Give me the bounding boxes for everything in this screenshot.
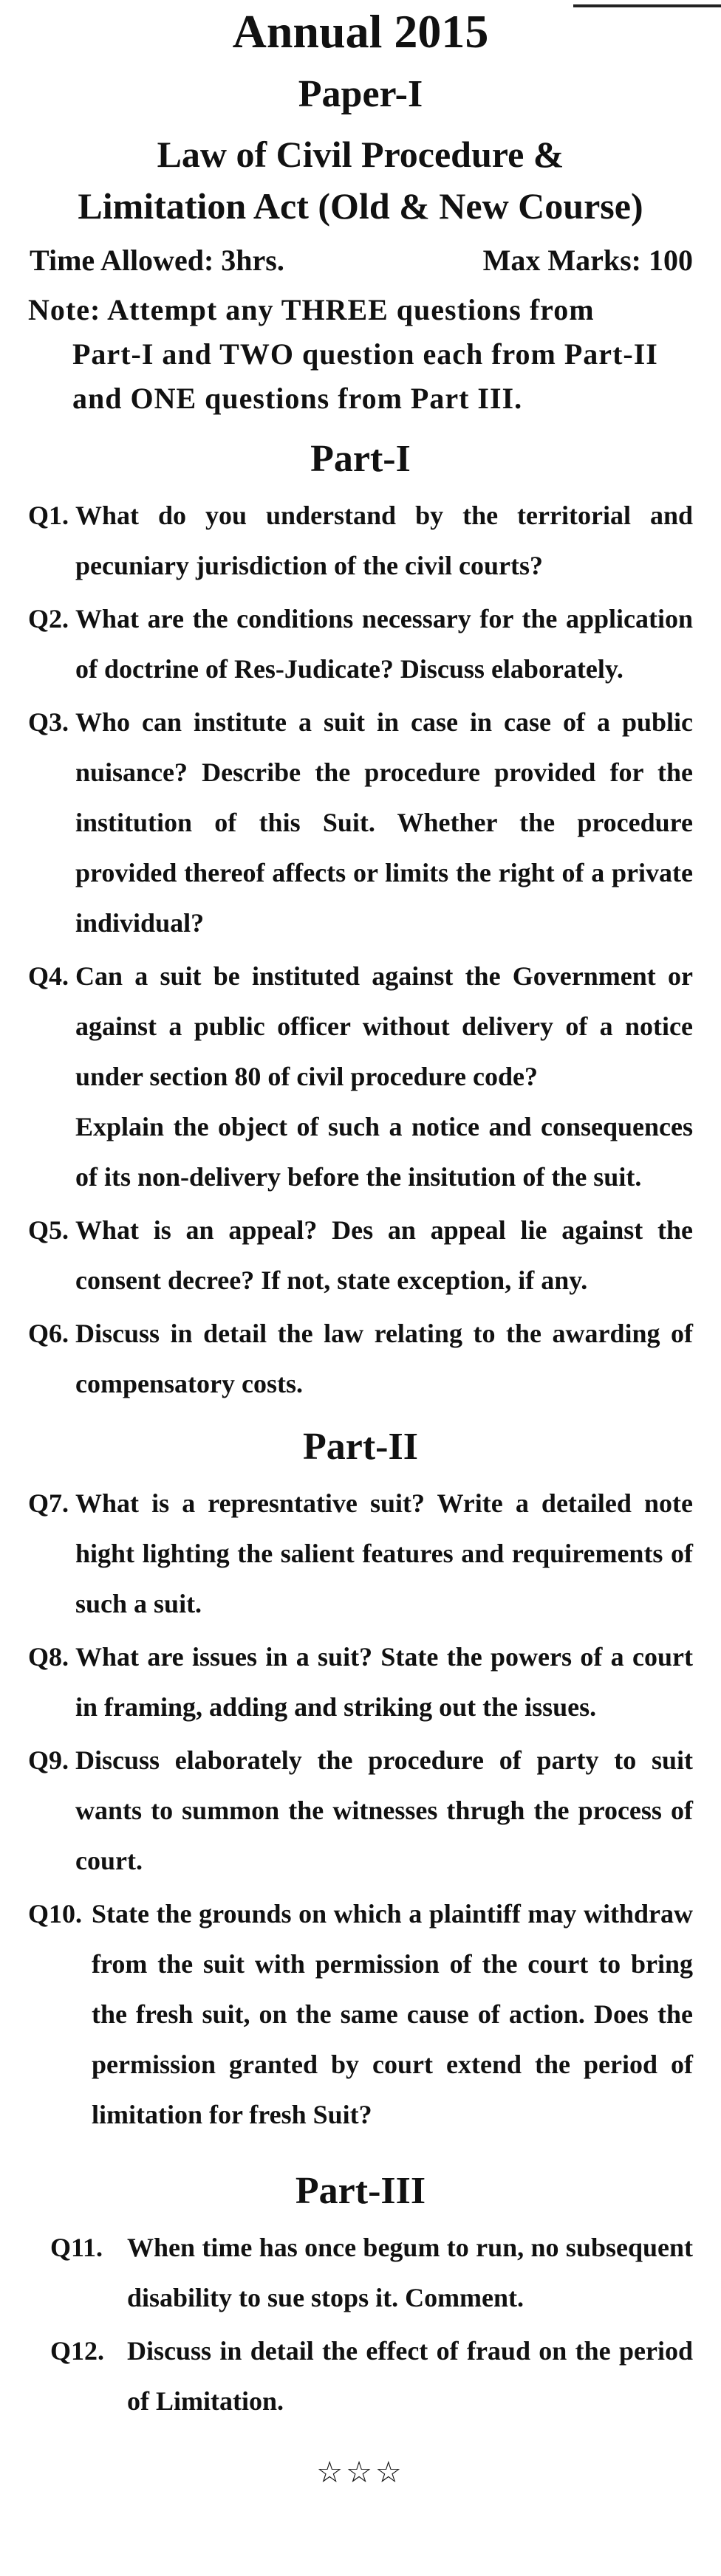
top-rule	[573, 4, 721, 7]
question-9	[28, 1735, 693, 1886]
subject-line-1: Law of Civil Procedure &	[157, 134, 564, 175]
exam-meta	[28, 242, 693, 279]
question-number: Q1.	[28, 501, 69, 530]
part-3-title: Part-III	[295, 2170, 426, 2212]
question-number: Q3.	[28, 707, 69, 737]
part-2-title: Part-II	[303, 1426, 418, 1468]
question-1	[28, 490, 693, 591]
note-line-3: and ONE questions from Part III.	[72, 382, 523, 415]
question-text: When time has once begum to run, no subsequent disability to sue stops it. Comment.	[127, 2233, 693, 2312]
question-number: Q4.	[28, 961, 69, 991]
question-number: Q6.	[28, 1319, 69, 1348]
note-line-1: Note: Attempt any THREE questions from	[28, 293, 595, 326]
question-text: Can a suit be instituted against the Government or against a public officer without delivery of a notice under section 80 of civil procedure code?	[75, 961, 693, 1091]
subject-line-2: Limitation Act (Old & New Course)	[78, 185, 643, 227]
exam-title: Annual 2015	[232, 5, 489, 58]
max-marks: Max Marks: 100	[482, 244, 693, 277]
question-7	[28, 1478, 693, 1629]
question-4-body	[75, 951, 693, 1202]
question-6	[28, 1308, 693, 1409]
question-number: Q8.	[28, 1642, 69, 1672]
question-text: What is an appeal? Des an appeal lie against the consent decree? If not, state exception, if any.	[75, 1215, 693, 1295]
question-text: What are issues in a suit? State the powers of a court in framing, adding and striking out the issues.	[75, 1642, 693, 1722]
question-number: Q7.	[28, 1488, 69, 1518]
question-10	[28, 1889, 693, 2140]
question-3	[28, 697, 693, 948]
question-8	[28, 1632, 693, 1732]
question-text: Discuss elaborately the procedure of party to suit wants to summon the witnesses thrugh the process of court.	[75, 1745, 693, 1875]
instructions-note	[28, 288, 693, 421]
note-line-2: Part-I and TWO question each from Part-II	[72, 337, 658, 371]
question-number: Q5.	[28, 1215, 69, 1245]
question-4	[28, 951, 693, 1202]
question-text-continued: Explain the object of such a notice and consequences of its non-delivery before the insitution of the suit.	[75, 1112, 693, 1192]
question-text: What is a represntative suit? Write a detailed note hight lighting the salient features and requirements of such a suit.	[75, 1488, 693, 1618]
end-stars: ☆☆☆	[316, 2456, 405, 2490]
time-allowed: Time Allowed: 3hrs.	[30, 244, 284, 277]
subject-title	[28, 128, 693, 232]
question-text: What are the conditions necessary for the application of doctrine of Res-Judicate? Discuss elaborately.	[75, 604, 693, 684]
question-11	[28, 2222, 693, 2323]
question-number: Q2.	[28, 604, 69, 633]
question-text: Discuss in detail the law relating to the awarding of compensatory costs.	[75, 1319, 693, 1398]
question-number: Q9.	[28, 1745, 69, 1775]
question-text: State the grounds on which a plaintiff may withdraw from the suit with permission of the court to bring the fresh suit, on the same cause of action. Does the permission granted by court extend the period of limitation for fresh Suit?	[92, 1899, 693, 2129]
question-5	[28, 1205, 693, 1305]
exam-paper	[0, 4, 721, 2490]
paper-title: Paper-I	[298, 73, 423, 115]
question-text: Who can institute a suit in case in case of a public nuisance? Describe the procedure provided for the institution of this Suit. Whether the procedure provided thereof affects or limits the right of a private individual?	[75, 707, 693, 938]
question-text: Discuss in detail the effect of fraud on the period of Limitation.	[127, 2336, 693, 2416]
part-1-title: Part-I	[310, 438, 411, 480]
question-2	[28, 594, 693, 694]
question-text: What do you understand by the territorial and pecuniary jurisdiction of the civil courts?	[75, 501, 693, 580]
question-number: Q11.	[50, 2233, 103, 2262]
question-number: Q12.	[50, 2336, 105, 2366]
question-12	[28, 2326, 693, 2426]
question-number: Q10.	[28, 1899, 83, 1928]
